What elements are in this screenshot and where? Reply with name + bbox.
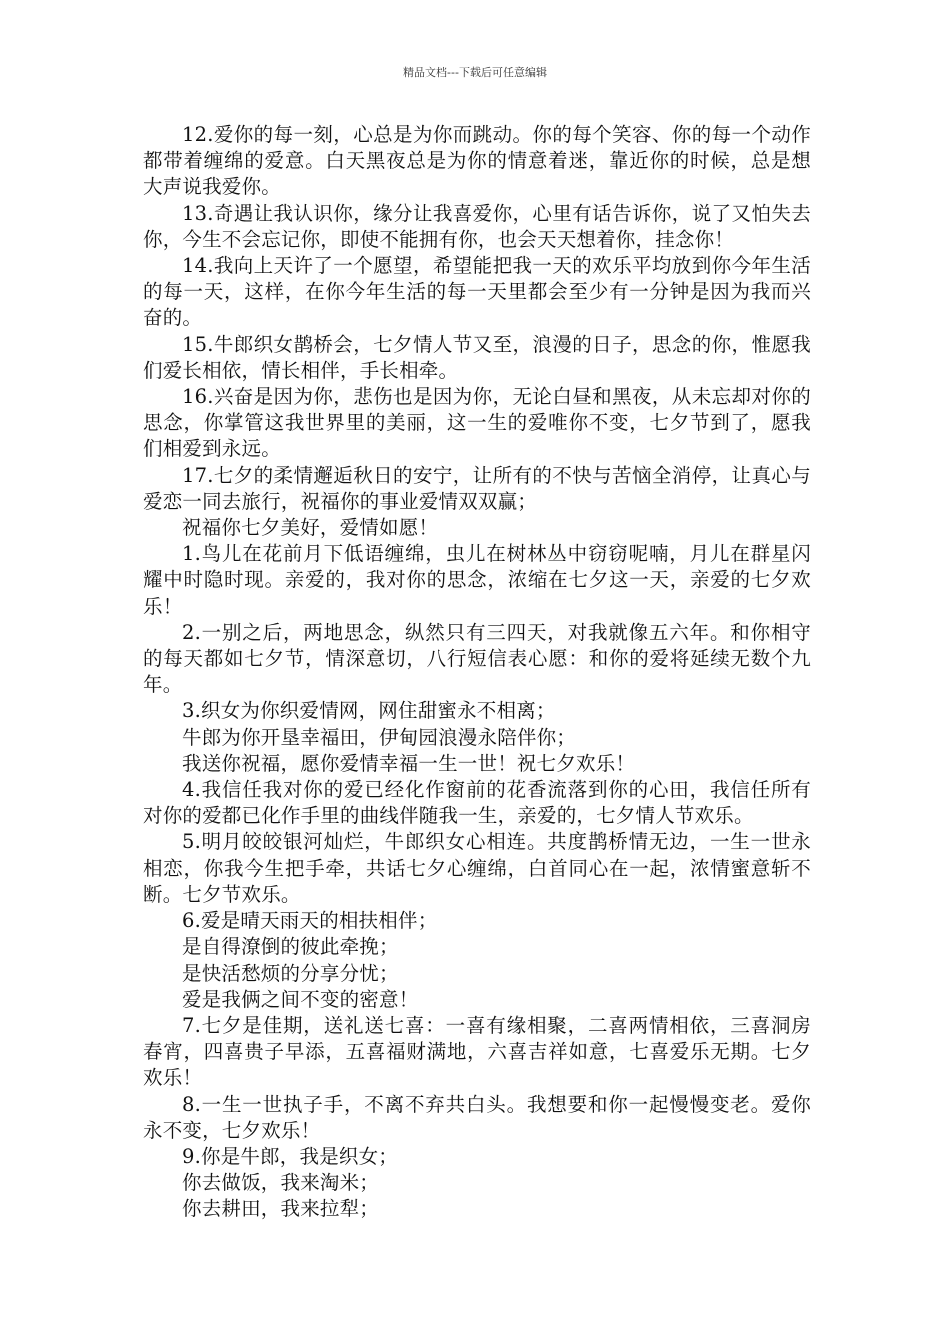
paragraph: 4.我信任我对你的爱已经化作窗前的花香流落到你的心田，我信任所有对你的爱都已化作手里的曲线伴随我一生，亲爱的，七夕情人节欢乐。 bbox=[143, 778, 811, 828]
paragraph: 你去做饭，我来淘米； bbox=[182, 1171, 380, 1195]
paragraph: 是自得潦倒的彼此牵挽； bbox=[182, 935, 399, 959]
paragraph: 12.爱你的每一刻，心总是为你而跳动。你的每个笑容、你的每一个动作都带着缠绵的爱意。白天黑夜总是为你的情意着迷，靠近你的时候，总是想大声说我爱你。 bbox=[143, 123, 811, 199]
paragraph: 我送你祝福，愿你爱情幸福一生一世！祝七夕欢乐！ bbox=[182, 751, 636, 775]
paragraph: 17.七夕的柔情邂逅秋日的安宁，让所有的不快与苦恼全消停，让真心与爱恋一同去旅行，祝福你的事业爱情双双赢； bbox=[143, 463, 811, 513]
paragraph: 15.牛郎织女鹊桥会，七夕情人节又至，浪漫的日子，思念的你，惟愿我们爱长相依，情长相伴，手长相牵。 bbox=[143, 332, 811, 382]
paragraph: 9.你是牛郎，我是织女； bbox=[182, 1144, 399, 1168]
document-body bbox=[143, 122, 811, 1223]
paragraph: 3.织女为你织爱情网，网住甜蜜永不相离； bbox=[182, 699, 556, 723]
paragraph: 爱是我俩之间不变的密意！ bbox=[182, 987, 419, 1011]
paragraph: 祝福你七夕美好，爱情如愿！ bbox=[182, 516, 439, 540]
paragraph: 6.爱是晴天雨天的相扶相伴； bbox=[182, 909, 438, 933]
paragraph: 5.明月皎皎银河灿烂，牛郎织女心相连。共度鹊桥情无边，一生一世永相恋，你我今生把手牵，共话七夕心缠绵，白首同心在一起，浓情蜜意斩不断。七夕节欢乐。 bbox=[143, 830, 811, 906]
paragraph: 牛郎为你开垦幸福田，伊甸园浪漫永陪伴你； bbox=[182, 725, 577, 749]
paragraph: 8.一生一世执子手，不离不弃共白头。我想要和你一起慢慢变老。爱你永不变，七夕欢乐！ bbox=[143, 1092, 811, 1142]
paragraph: 2.一别之后，两地思念，纵然只有三四天，对我就像五六年。和你相守的每天都如七夕节，情深意切，八行短信表心愿：和你的爱将延续无数个九年。 bbox=[143, 620, 811, 697]
paragraph: 是快活愁烦的分享分忧； bbox=[182, 961, 399, 985]
paragraph: 7.七夕是佳期，送礼送七喜：一喜有缘相聚，二喜两情相依，三喜洞房春宵，四喜贵子早添，五喜福财满地，六喜吉祥如意，七喜爱乐无期。七夕欢乐！ bbox=[143, 1013, 811, 1090]
paragraph: 13.奇遇让我认识你，缘分让我喜爱你，心里有话告诉你，说了又怕失去你，今生不会忘记你，即使不能拥有你，也会天天想着你，挂念你！ bbox=[143, 201, 811, 251]
paragraph: 14.我向上天许了一个愿望，希望能把我一天的欢乐平均放到你今年生活的每一天，这样，在你今年生活的每一天里都会至少有一分钟是因为我而兴奋的。 bbox=[143, 254, 811, 330]
paragraph: 1.鸟儿在花前月下低语缠绵，虫儿在树林丛中窃窃呢喃，月儿在群星闪耀中时隐时现。亲爱的，我对你的思念，浓缩在七夕这一天，亲爱的七夕欢乐！ bbox=[143, 542, 811, 618]
paragraph: 16.兴奋是因为你，悲伤也是因为你，无论白昼和黑夜，从未忘却对你的思念，你掌管这我世界里的美丽，这一生的爱唯你不变，七夕节到了，愿我们相爱到永远。 bbox=[143, 385, 811, 461]
page-header: 精品文档---下载后可任意编辑 bbox=[403, 66, 547, 79]
paragraph: 你去耕田，我来拉犁； bbox=[182, 1197, 380, 1221]
